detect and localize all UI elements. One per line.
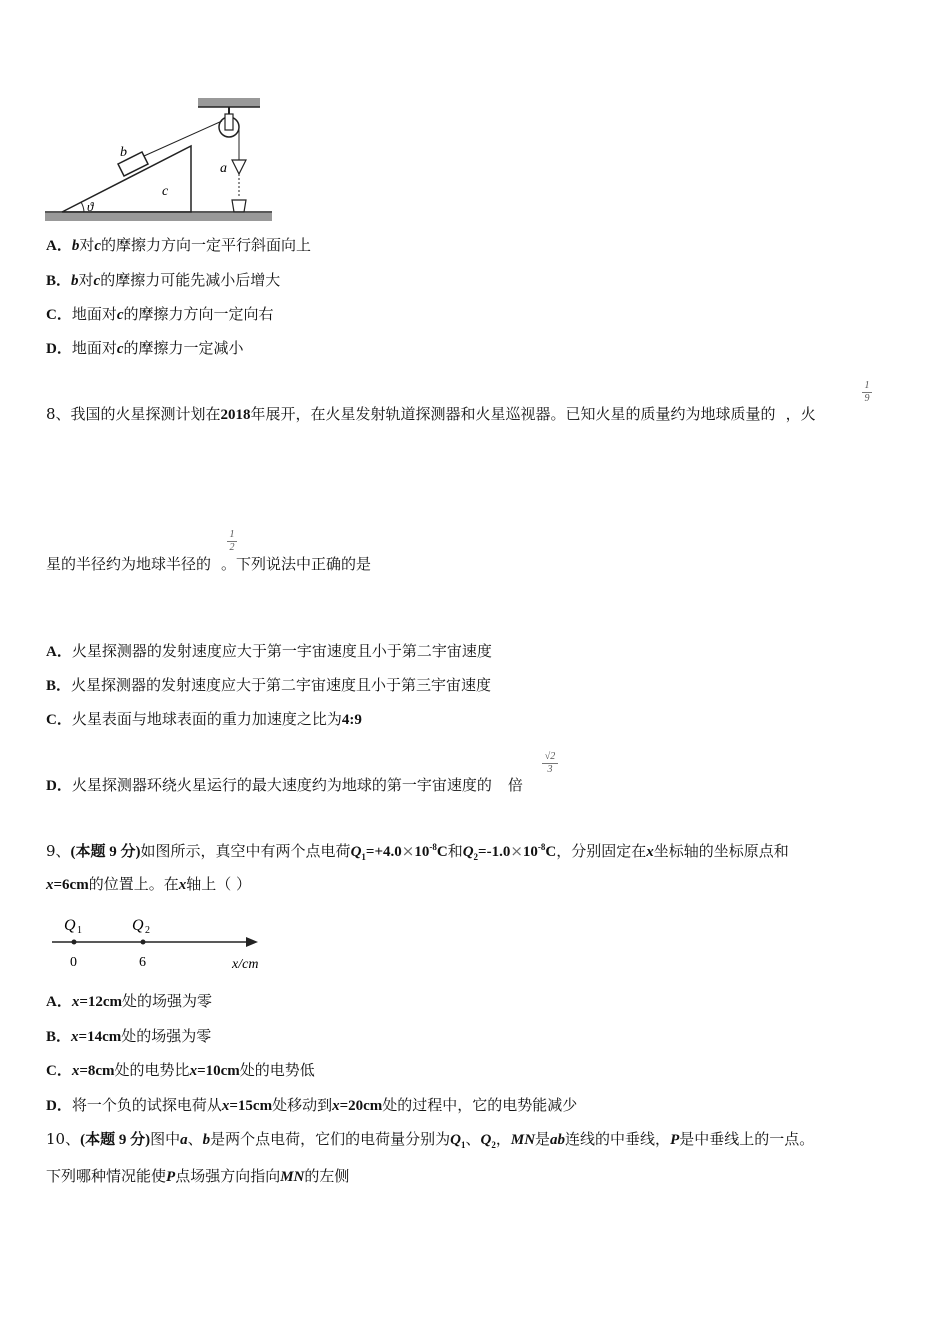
tick-6: 6	[139, 955, 146, 970]
q9-option-b: B．x=14cm处的场强为零	[46, 1027, 212, 1045]
incline-pulley-figure	[40, 94, 280, 226]
label-theta: ϑ	[87, 199, 94, 214]
label-q1: Q	[64, 917, 76, 934]
q10-stem-line2: 下列哪种情况能使P点场强方向指向MN的左侧	[46, 1167, 350, 1185]
q9-option-d: D．将一个负的试探电荷从x=15cm处移动到x=20cm处的过程中，它的电势能减少	[46, 1096, 578, 1114]
axis-label: x/cm	[232, 957, 259, 972]
label-q2-sub: 2	[145, 925, 150, 936]
pulley-axle	[225, 114, 233, 130]
q8-option-b: B．火星探测器的发射速度应大于第二宇宙速度且小于第三宇宙速度	[46, 676, 492, 694]
q8-option-a: A．火星探测器的发射速度应大于第一宇宙速度且小于第二宇宙速度	[46, 642, 492, 660]
q8-fraction-mass: 1 9	[862, 381, 872, 404]
charge-axis-figure	[46, 910, 276, 974]
q10-stem-line1: 10、(本题 9 分)图中a、b是两个点电荷，它们的电荷量分别为$Q_1$、$Q_2$，MN是ab连线的中垂线，P是中垂线上的一点。	[46, 1130, 815, 1150]
axis-arrow	[246, 937, 258, 947]
q8-option-d: D．火星探测器环绕火星运行的最大速度约为地球的第一宇宙速度的 倍	[46, 776, 523, 794]
label-b: b	[120, 145, 127, 160]
charge-q2	[141, 940, 146, 945]
q8-option-c: C．火星表面与地球表面的重力加速度之比为4:9	[46, 710, 362, 728]
q8-stem-line1: 8、我国的火星探测计划在2018年展开，在火星发射轨道探测器和火星巡视器。已知火星的质量约为地球质量的 ，火	[46, 405, 816, 423]
q7-option-d: D．地面对c的摩擦力一定减小	[46, 339, 244, 357]
charge-q1	[72, 940, 77, 945]
q7-option-b: B．b对c的摩擦力可能先减小后增大	[46, 271, 281, 289]
bucket	[232, 200, 246, 212]
funnel-a	[232, 160, 246, 174]
label-c: c	[162, 184, 169, 199]
ground	[45, 213, 272, 221]
label-q1-sub: 1	[77, 925, 82, 936]
q8-fraction-radius: 1 2	[227, 530, 237, 553]
q9-stem-line1: 9、(本题 9 分)如图所示，真空中有两个点电荷$Q_1=+4.0\times 10^{-8}C$和$Q_2=-1.0\times 10^{-8}C$，分别固定在x坐标轴的坐标原点和	[46, 842, 789, 862]
label-a: a	[220, 161, 227, 176]
q8-fraction-sqrt: √2 3	[542, 752, 558, 775]
q7-option-c: C．地面对c的摩擦力方向一定向右	[46, 305, 274, 323]
q7-option-a: A．b对c的摩擦力方向一定平行斜面向上	[46, 236, 312, 254]
q9-option-c: C．x=8cm处的电势比x=10cm处的电势低	[46, 1061, 315, 1079]
ceiling	[198, 98, 260, 107]
q9-stem-line2: x=6cm的位置上。在x轴上（ ）	[46, 875, 251, 893]
q9-option-a: A．x=12cm处的场强为零	[46, 992, 213, 1010]
label-q2: Q	[132, 917, 144, 934]
tick-0: 0	[70, 955, 77, 970]
q8-stem-line2: 星的半径约为地球半径的 。下列说法中正确的是	[46, 555, 372, 573]
